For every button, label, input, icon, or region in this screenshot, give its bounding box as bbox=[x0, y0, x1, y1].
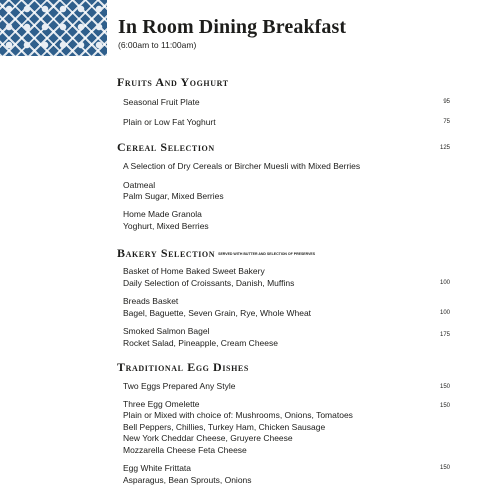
menu-item-price: 100 bbox=[439, 310, 450, 316]
menu-item-name: Three Egg Omelette bbox=[123, 399, 200, 409]
menu-item-price: 150 bbox=[439, 403, 450, 409]
serving-hours: (6:00am to 11:00am) bbox=[118, 40, 197, 50]
menu-item-description: Bell Peppers, Chillies, Turkey Ham, Chicken Sausage bbox=[123, 422, 326, 432]
menu-item-description: Plain or Mixed with choice of: Mushrooms, Onions, Tomatoes bbox=[123, 410, 353, 420]
page-title: In Room Dining Breakfast bbox=[118, 16, 347, 38]
menu-item-description: Bagel, Baguette, Seven Grain, Rye, Whole Wheat bbox=[123, 308, 312, 318]
menu-item-name: Seasonal Fruit Plate bbox=[123, 97, 200, 107]
menu-item-price: 75 bbox=[443, 119, 450, 125]
section-note: SERVED WITH BUTTER AND SELECTION OF PRESERVES bbox=[218, 252, 316, 257]
menu-item-price: 150 bbox=[439, 465, 450, 471]
menu-item-description: Daily Selection of Croissants, Danish, Muffins bbox=[123, 278, 295, 288]
hotel-logo-pattern bbox=[0, 0, 107, 56]
menu-item-name: Breads Basket bbox=[123, 296, 179, 306]
menu-item-description: New York Cheddar Cheese, Gruyere Cheese bbox=[123, 433, 293, 443]
menu-item-price: 100 bbox=[439, 280, 450, 286]
menu-item-price: 95 bbox=[443, 99, 450, 105]
menu-item-name: Home Made Granola bbox=[123, 209, 202, 219]
menu-item-description: Asparagus, Bean Sprouts, Onions bbox=[123, 475, 252, 485]
section-price-cereal: 125 bbox=[439, 145, 450, 151]
menu-item-name: Plain or Low Fat Yoghurt bbox=[123, 117, 216, 127]
menu-item-name: Two Eggs Prepared Any Style bbox=[123, 381, 236, 391]
menu-item-description: Rocket Salad, Pineapple, Cream Cheese bbox=[123, 338, 278, 348]
section-title-cereal: Cereal Selection bbox=[117, 140, 215, 154]
menu-item-name: Smoked Salmon Bagel bbox=[123, 326, 210, 336]
menu-item-description: Yoghurt, Mixed Berries bbox=[123, 221, 209, 231]
menu-item-price: 175 bbox=[439, 332, 450, 338]
menu-item-description: Mozzarella Cheese Feta Cheese bbox=[123, 445, 247, 455]
menu-item-description: Palm Sugar, Mixed Berries bbox=[123, 191, 224, 201]
menu-item-name: Oatmeal bbox=[123, 180, 156, 190]
section-title-eggs: Traditional Egg Dishes bbox=[117, 360, 249, 374]
section-title-bakery bbox=[117, 246, 315, 261]
section-title-text: Bakery Selection bbox=[117, 246, 216, 260]
section-title-fruits: Fruits And Yoghurt bbox=[117, 75, 229, 89]
menu-item-name: Egg White Frittata bbox=[123, 463, 192, 473]
menu-item-price: 150 bbox=[439, 384, 450, 390]
menu-item-name: A Selection of Dry Cereals or Bircher Muesli with Mixed Berries bbox=[123, 161, 361, 171]
menu-item-name: Basket of Home Baked Sweet Bakery bbox=[123, 266, 265, 276]
